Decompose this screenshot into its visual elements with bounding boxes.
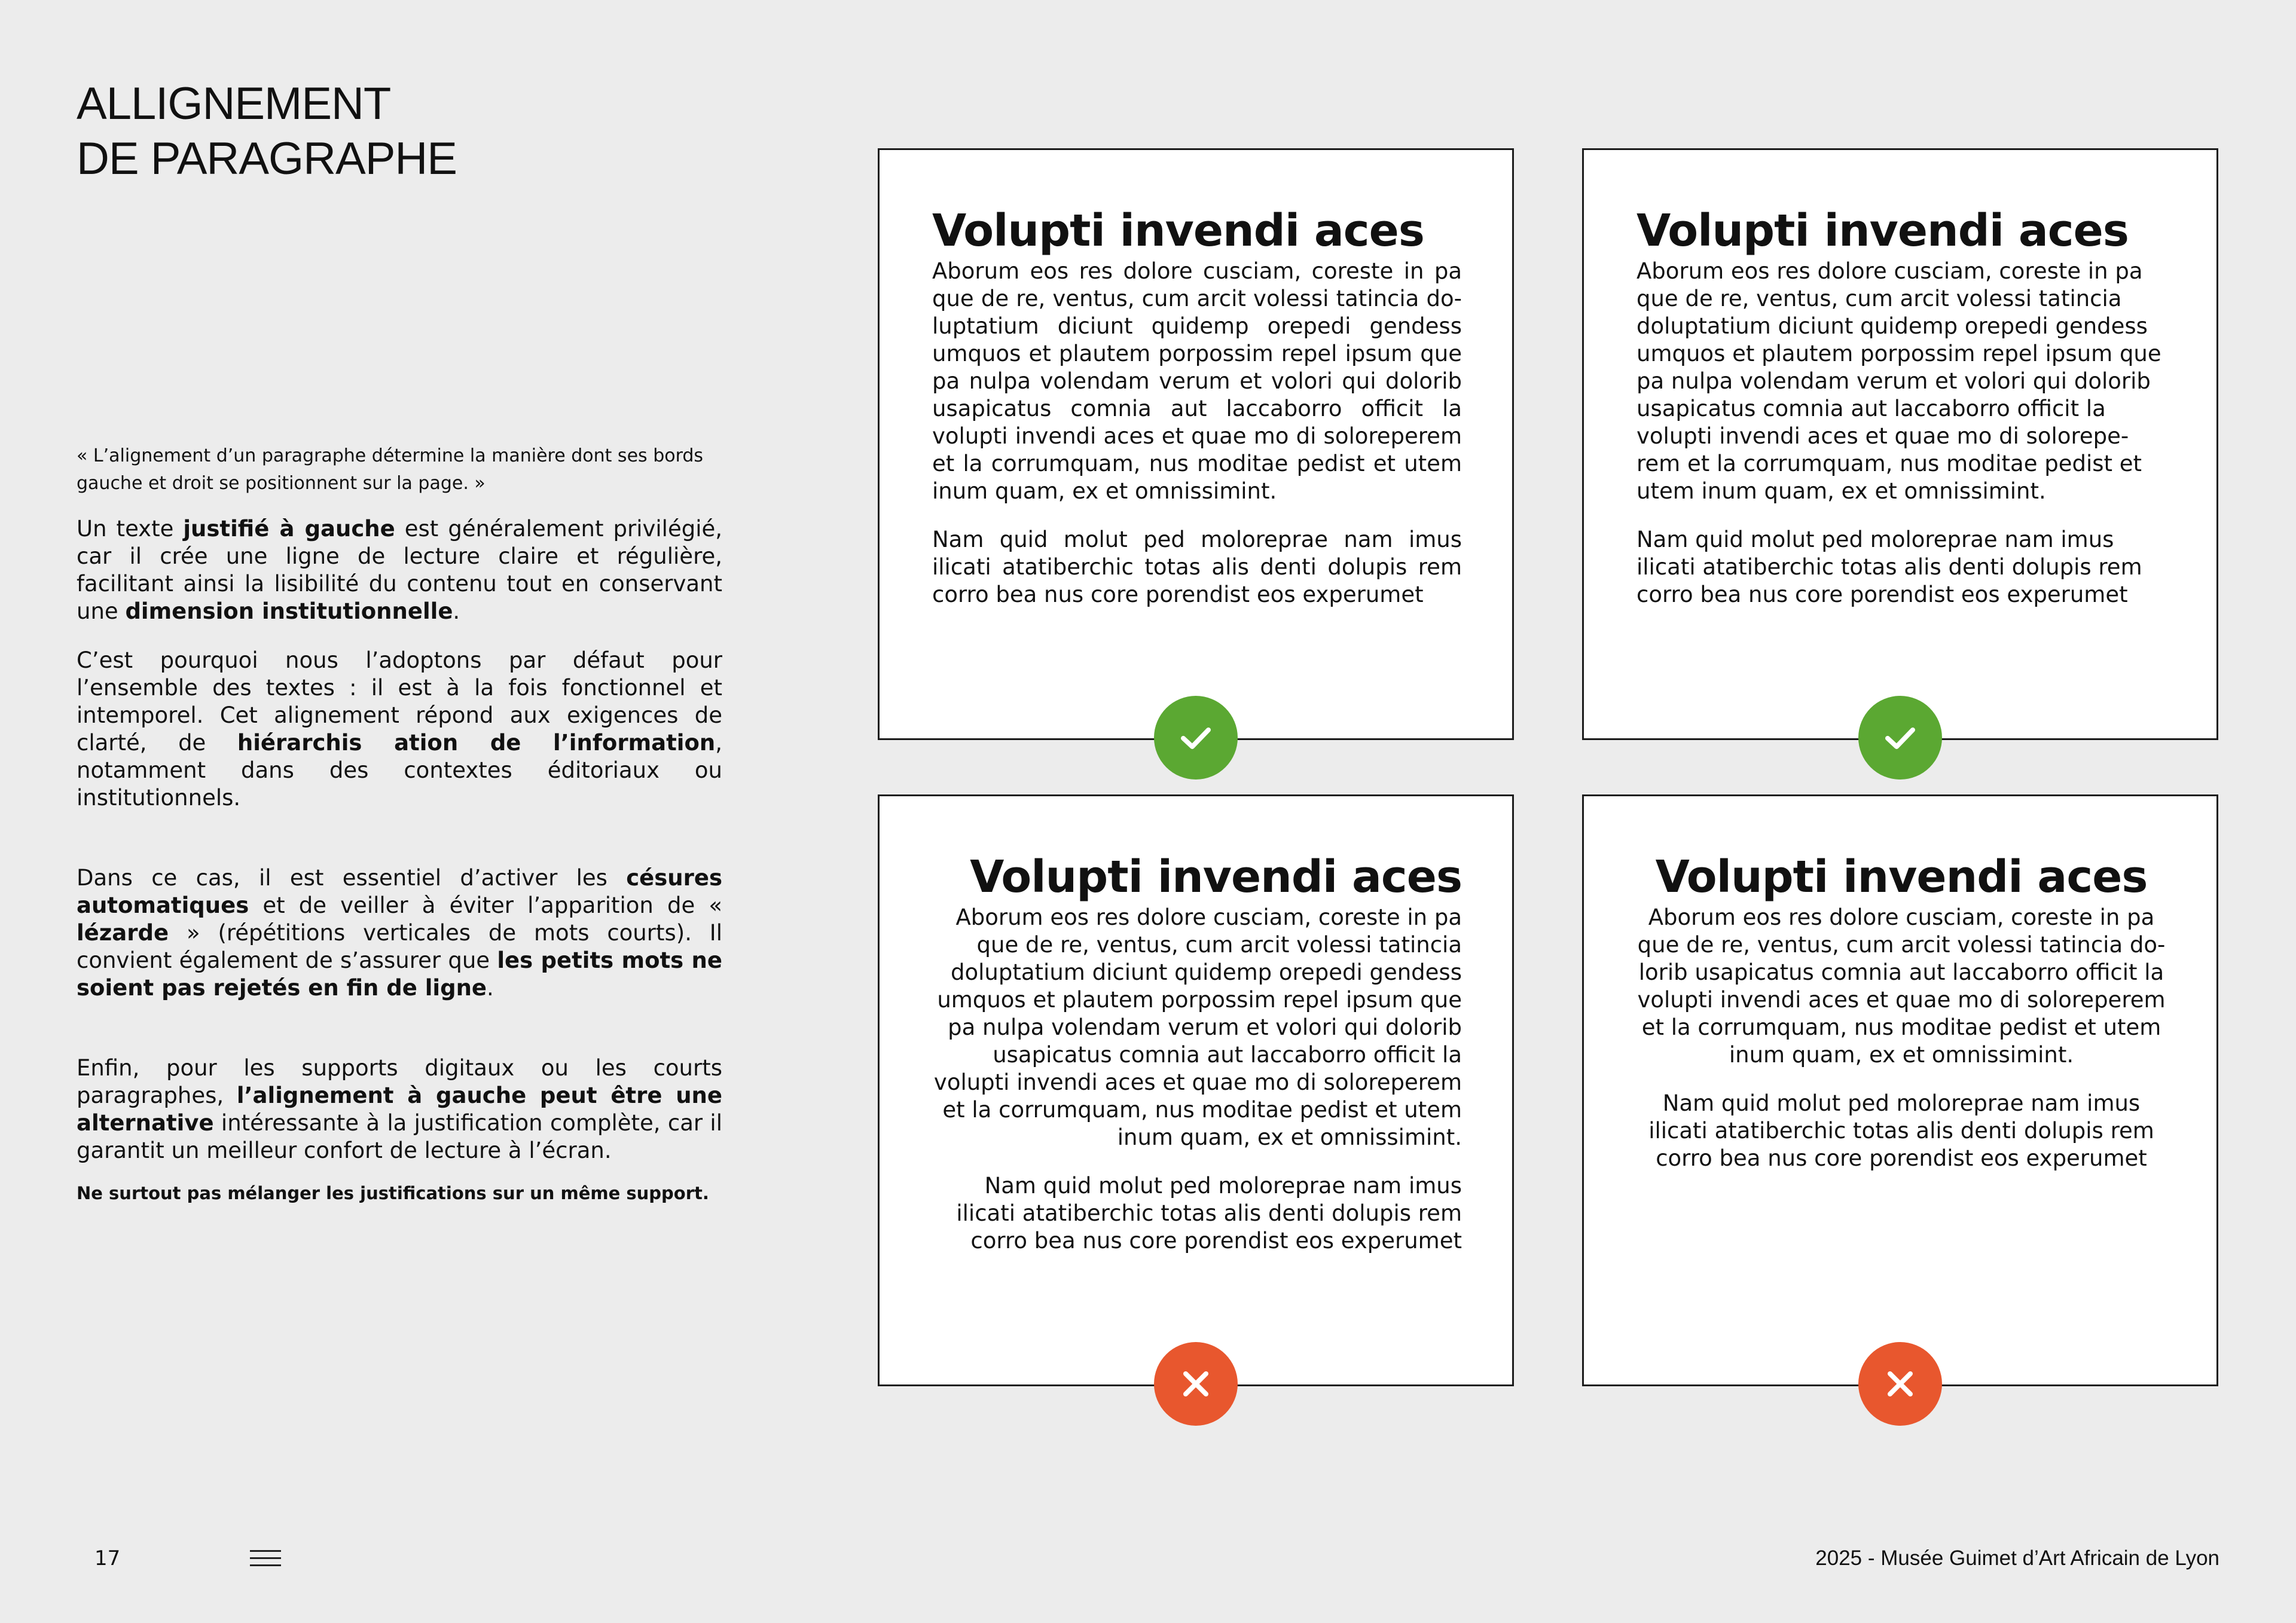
page-title-line-2: DE PARAGRAPHE: [77, 133, 457, 184]
text-run: .: [487, 975, 494, 1001]
example-heading: Volupti invendi aces: [1655, 851, 2148, 903]
example-heading: Volupti invendi aces: [932, 205, 1424, 256]
text-run: .: [453, 598, 460, 624]
example-body: Nam quid molut ped moloreprae nam imus ilicati atatiberchic totas alis denti dolupis rem corro bea nus core porendist eos experumet: [932, 527, 1462, 607]
text-run: , notamment dans des contextes éditoriaux ou institutionnels.: [77, 730, 722, 811]
cross-icon: [1858, 1342, 1942, 1426]
emphasis: dimension institutionnelle: [125, 598, 453, 624]
text-run: Un texte: [77, 516, 184, 542]
example-body: Aborum eos res dolore cusciam, coreste in pa que de re, ventus, cum arcit volessi tatincia doluptatium diciunt quidemp orepedi gendess umquos et plautem porpossim repel ipsum que pa nulpa volendam verum et volori qui dolorib usapicatus comnia aut laccaborro officit la volupti invendi aces et quae mo di soloreperem et la corrumquam, nus moditae pedist et utem inum quam, ex et omnissimint.: [933, 904, 1462, 1150]
text-run: intéressante à la justification complète, car il garantit un meilleur confort de lecture à l’écran.: [77, 1110, 722, 1163]
example-body: Nam quid molut ped moloreprae nam imus ilicati atatiberchic totas alis denti dolupis rem corro bea nus core porendist eos experumet: [1636, 527, 2142, 607]
example-body: Nam quid molut ped moloreprae nam imus ilicati atatiberchic totas alis denti dolupis rem corro bea nus core porendist eos experumet: [1648, 1090, 2154, 1171]
paragraph-default-choice: [77, 647, 722, 812]
page-title-line-1: ALLIGNEMENT: [77, 78, 391, 129]
emphasis: lézarde: [77, 920, 169, 946]
page-title: [77, 77, 457, 187]
text-run: C’est pourquoi nous l’adoptons par défaut pour l’ensemble des textes : il est à la fois fonctionnel et intemporel. Cet alignement répond aux exigences de clarté, de: [77, 647, 722, 756]
cross-icon: [1154, 1342, 1238, 1426]
text-run: Dans ce cas, il est essentiel d’activer les: [77, 865, 627, 891]
emphasis: justifié à gauche: [183, 516, 395, 542]
example-heading: Volupti invendi aces: [970, 851, 1462, 903]
example-body: Nam quid molut ped moloreprae nam imus ilicati atatiberchic totas alis denti dolupis rem corro bea nus core porendist eos experumet: [956, 1173, 1462, 1254]
emphasis: les petits mots ne soient pas rejetés en fin de ligne: [77, 947, 722, 1001]
text-run: et de veiller à éviter l’apparition de «: [249, 893, 722, 918]
example-left-aligned: [1582, 148, 2218, 740]
emphasis: hiérarchis ation de l’information: [237, 730, 716, 756]
example-body: Aborum eos res dolore cusciam, coreste in pa que de re, ventus, cum arcit volessi tatincia doluptatium diciunt quidemp orepedi gendess umquos et plautem porpossim repel ipsum que pa nulpa volendam verum et volori qui dolorib usapicatus comnia aut laccaborro officit la volupti invendi aces et quae mo di soloreperem et la corrumquam, nus moditae pedist et utem inum quam, ex et omnissimint.: [932, 258, 1462, 504]
page-number: 17: [94, 1546, 121, 1570]
check-icon: [1858, 696, 1942, 780]
menu-icon[interactable]: [250, 1550, 281, 1568]
paragraph-hyphenation: [77, 864, 722, 1002]
example-right-aligned: [878, 794, 1514, 1386]
footer-credit: 2025 - Musée Guimet d’Art Africain de Lyon: [1815, 1546, 2219, 1570]
check-icon: [1154, 696, 1238, 780]
example-body: Aborum eos res dolore cusciam, coreste in pa que de re, ventus, cum arcit volessi tatincia doluptatium diciunt quidemp orepedi gendess umquos et plautem porpossim repel ipsum que pa nulpa volendam verum et volori qui dolorib usapicatus comnia aut laccaborro officit la volupti invendi aces et quae mo di soloreperem et la corrumquam, nus moditae pedist et utem inum quam, ex et omnissimint.: [1636, 258, 2161, 504]
intro-quote: « L’alignement d’un paragraphe détermine la manière dont ses bords gauche et droit se positionnent sur la page. »: [77, 445, 704, 494]
text-run: est généralement privilégié, car il crée une ligne de lecture claire et régulière, facilitant ainsi la lisibilité du contenu tout en conservant une: [77, 516, 723, 624]
warning-note: Ne surtout pas mélanger les justifications sur un même support.: [77, 1183, 709, 1203]
text-run: » (répétitions verticales de mots courts). Il convient également de s’assurer que: [77, 920, 722, 973]
example-centered: [1582, 794, 2218, 1386]
paragraph-left-aligned: [77, 515, 722, 625]
explanation-column: [77, 442, 722, 1205]
example-heading: Volupti invendi aces: [1636, 205, 2129, 256]
example-body: Aborum eos res dolore cusciam, coreste in pa que de re, ventus, cum arcit volessi tatincia dolorib usapicatus comnia aut laccaborro officit la volupti invendi aces et quae mo di soloreperem et la corrumquam, nus moditae pedist et utem inum quam, ex et omnissimint.: [1637, 904, 2166, 1068]
emphasis: l’alignement à gauche peut être une alternative: [77, 1083, 722, 1136]
example-justified: [878, 148, 1514, 740]
paragraph-digital: [77, 1055, 722, 1164]
emphasis: césures automatiques: [77, 865, 722, 918]
text-run: Enfin, pour les supports digitaux ou les courts paragraphes,: [77, 1055, 722, 1108]
